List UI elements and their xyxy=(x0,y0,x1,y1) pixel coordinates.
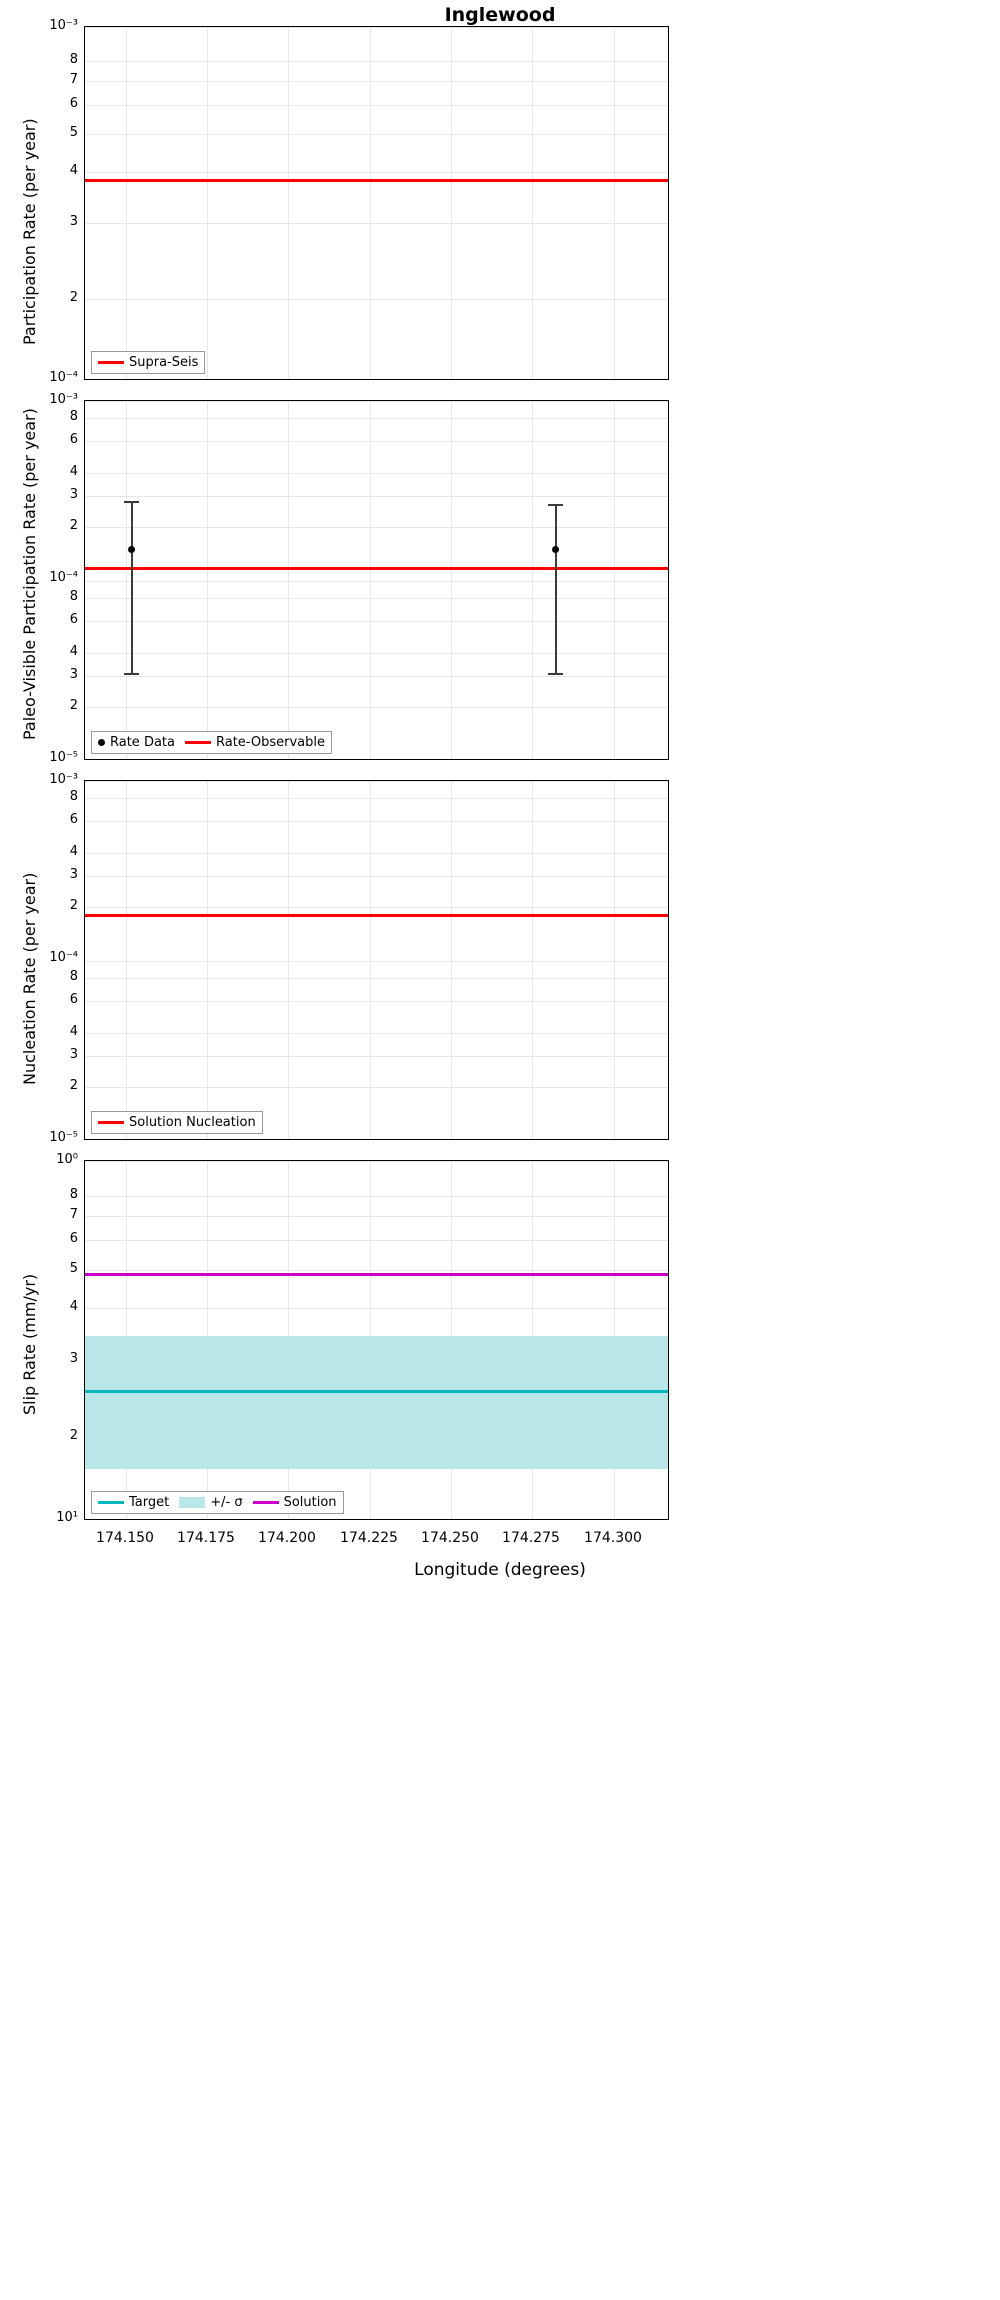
plot-area-slip-rate xyxy=(85,1161,668,1519)
axis-title-slip-rate: Slip Rate (mm/yr) xyxy=(20,1273,39,1415)
series-rate-observable-line xyxy=(85,567,668,570)
series-sigma-band xyxy=(85,1336,668,1469)
plot-area-nucleation-rate xyxy=(85,781,668,1139)
legend-panel-nucleation-rate[interactable] xyxy=(91,1111,263,1134)
legend-label-rate-observable: Rate-Observable xyxy=(215,735,325,750)
figure-canvas: Inglewood Supra-Seis 10⁻³ 8 7 6 5 4 3 2 10⁻⁴ Participation Rate (per year) Rate Data Rate-Observable 10⁻³ 8 6 4 3 2 10⁻⁴ 8 6 4 3 2 10⁻⁵ Paleo-Visible Participation Rate (per year) Solution Nucleation 10⁻³ 8 6 4 3 2 10⁻⁴ 8 6 4 3 2 10⁻⁵ Nucleation Rate (per year) Target +/- σ Solution 10⁰ 8 7 6 5 4 3 2 10¹ Slip Rate (mm/yr) 174.150 174.175 174.200 174.225 174.250 174.275 174.300 Longitude (degrees) xyxy=(0,0,1000,2300)
legend-item-solution xyxy=(253,1495,337,1510)
line-swatch-icon xyxy=(98,361,124,364)
axis-title-longitude: Longitude (degrees) xyxy=(414,1560,586,1580)
legend-label-target: Target xyxy=(129,1495,170,1510)
series-solution-line xyxy=(85,1273,668,1276)
errorbar-cap-bottom-2 xyxy=(548,673,563,675)
legend-item-rate-data xyxy=(98,735,175,750)
legend-item-supra-seis xyxy=(98,355,198,370)
legend-panel-participation-rate[interactable] xyxy=(91,351,205,374)
legend-item-solution-nucleation xyxy=(98,1115,256,1130)
series-solution-nucleation-line xyxy=(85,914,668,917)
panel-paleo-visible-participation-rate xyxy=(84,400,669,760)
legend-panel-slip-rate[interactable] xyxy=(91,1491,344,1514)
line-swatch-icon xyxy=(185,741,211,744)
legend-label-sigma: +/- σ xyxy=(210,1495,243,1510)
legend-label-supra-seis: Supra-Seis xyxy=(129,355,199,370)
plot-area-paleo-visible xyxy=(85,401,668,759)
axis-title-participation-rate: Participation Rate (per year) xyxy=(20,118,39,345)
legend-item-rate-observable xyxy=(185,735,325,750)
line-swatch-icon xyxy=(98,1121,124,1124)
panel-participation-rate xyxy=(84,26,669,380)
errorbar-vertical-2 xyxy=(555,504,557,673)
panel-nucleation-rate xyxy=(84,780,669,1140)
page-title: Inglewood xyxy=(444,4,556,26)
data-point-1 xyxy=(128,546,135,553)
errorbar-vertical-1 xyxy=(131,501,133,673)
series-target-line xyxy=(85,1390,668,1393)
legend-label-rate-data: Rate Data xyxy=(110,735,175,750)
line-swatch-icon xyxy=(253,1501,279,1504)
band-swatch-icon xyxy=(179,1497,205,1508)
legend-label-solution-nucleation: Solution Nucleation xyxy=(129,1115,256,1130)
axis-title-nucleation-rate: Nucleation Rate (per year) xyxy=(20,872,39,1085)
legend-item-target xyxy=(98,1495,169,1510)
point-marker-icon xyxy=(98,739,105,746)
series-supra-seis-line xyxy=(85,179,668,182)
plot-area-participation-rate xyxy=(85,27,668,379)
errorbar-cap-bottom-1 xyxy=(124,673,139,675)
axis-title-paleo-visible: Paleo-Visible Participation Rate (per year) xyxy=(20,408,39,740)
line-swatch-icon xyxy=(98,1501,124,1504)
panel-slip-rate xyxy=(84,1160,669,1520)
legend-item-sigma xyxy=(179,1495,242,1510)
errorbar-cap-top-2 xyxy=(548,504,563,506)
legend-label-solution: Solution xyxy=(283,1495,337,1510)
legend-panel-paleo-visible[interactable] xyxy=(91,731,332,754)
errorbar-cap-top-1 xyxy=(124,501,139,503)
data-point-2 xyxy=(552,546,559,553)
